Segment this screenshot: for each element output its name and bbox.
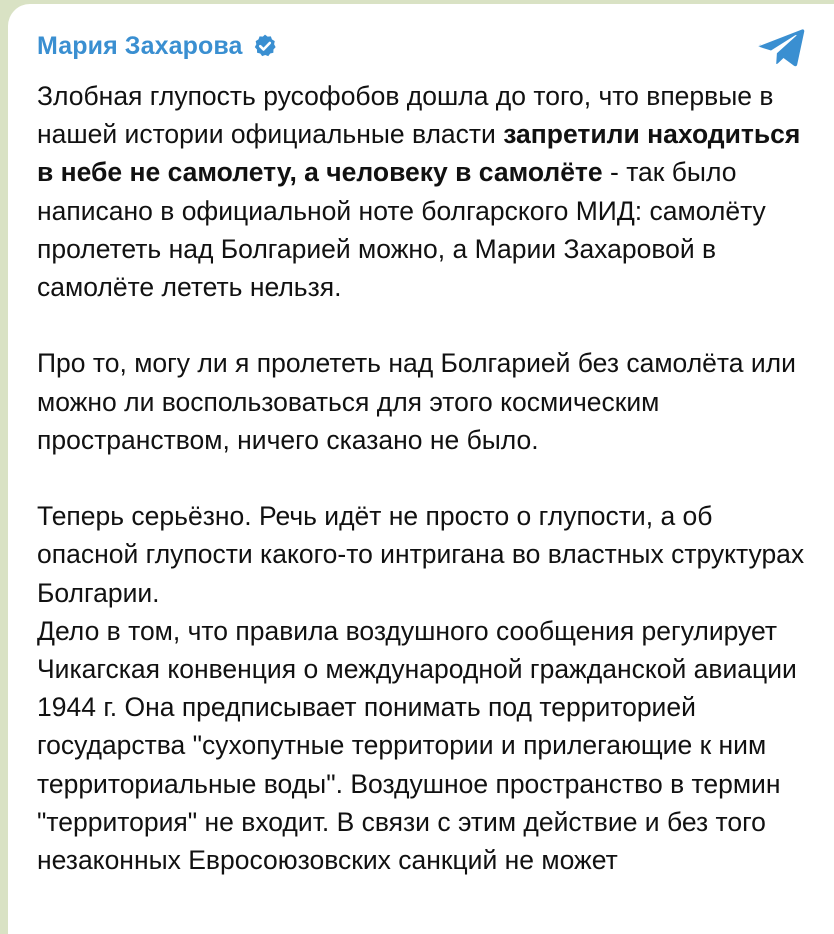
verified-badge-icon <box>252 33 278 59</box>
paragraph-2: Про то, могу ли я пролететь над Болгарией без самолёта или можно ли воспользоваться для этого космическим пространством, ничего сказано не было. <box>37 348 796 455</box>
paragraph-4: Дело в том, что правила воздушного сообщения регулирует Чикагская конвенция о международной гражданской авиации 1944 г. Она предписывает понимать под территорией государства "сухопутные территории и прилегающие к ним территориальные воды". Воздушное пространство в термин "территория" не входит. В связи с этим действие и без того незаконных Евросоюзовских санкций не может <box>37 615 797 876</box>
message-bubble <box>8 4 834 934</box>
message-text <box>37 77 806 879</box>
text-span: Злобная глупость русофобов дошла до того, что впервые в нашей истории официальные власти <box>37 81 774 150</box>
paragraph-1 <box>37 77 806 306</box>
paragraph-gap <box>37 459 806 497</box>
telegram-icon <box>756 28 806 68</box>
paragraph-3: Теперь серьёзно. Речь идёт не просто о глупости, а об опасной глупости какого-то интригана во властных структурах Болгарии. <box>37 501 805 608</box>
bold-text: запретили находиться в небе не самолету, а человеку в самолёте <box>37 119 801 188</box>
paragraph-gap <box>37 306 806 344</box>
text-span: - так было написано в официальной ноте болгарского МИД: самолёту пролететь над Болгарией можно, а Марии Захаровой в самолёте лететь нельзя. <box>37 157 766 303</box>
message-header <box>37 26 806 66</box>
channel-name[interactable]: Мария Захарова <box>37 31 243 60</box>
